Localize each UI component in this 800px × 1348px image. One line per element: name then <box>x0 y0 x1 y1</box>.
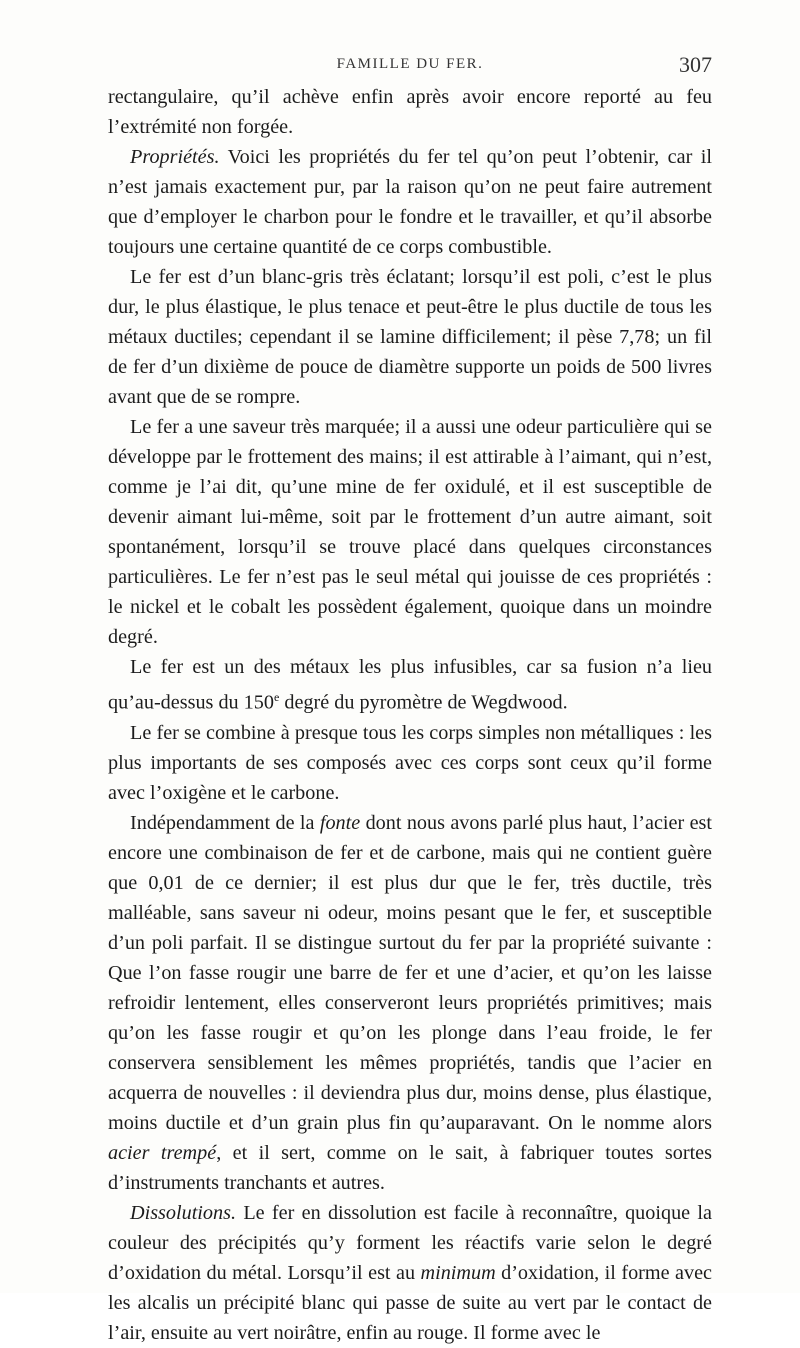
paragraph-magnetism <box>108 412 712 652</box>
paragraph-text: dont nous avons parlé plus haut, l’acier est encore une combinaison de fer et de carbone, mais qui ne contient guère que 0,01 de ce dernier; il est plus dur que le fer, très ductile, très malléable, sans saveur ni odeur, moins pesant que le fer, et susceptible d’un poli parfait. Il se distingue surtout du fer par la propriété suivante : Que l’on fasse rougir une barre de fer et une d’acier, et qu’on les laisse refroidir lentement, elles conserveront leurs propriétés primitives; mais qu’on les fasse rougir et qu’on les plonge dans l’eau froide, le fer conservera sensiblement les mêmes propriétés, tandis que l’acier en acquerra de nouvelles : il deviendra plus dur, moins dense, plus élastique, moins ductile et d’un grain plus fin qu’auparavant. On le nomme alors <box>108 811 712 1134</box>
paragraph-acier <box>108 808 712 1198</box>
paragraph-physical-properties <box>108 262 712 412</box>
italic-term-minimum: minimum <box>420 1261 496 1284</box>
paragraph-text: Indépendamment de la <box>130 811 320 834</box>
paragraph-proprietes <box>108 142 712 262</box>
paragraph-dissolutions <box>108 1198 712 1348</box>
body-text <box>108 82 712 1348</box>
paragraph-continuation <box>108 82 712 142</box>
paragraph-text: Le fer est d’un blanc-gris très éclatant; lorsqu’il est poli, c’est le plus dur, le plus élastique, le plus tenace et peut-être le plus ductile de tous les métaux ductiles; cependant il se lamine difficilement; il pèse 7,78; un fil de fer d’un dixième de pouce de diamètre supporte un poids de 500 livres avant que de se rompre. <box>108 266 712 408</box>
page-number: 307 <box>679 52 712 77</box>
running-title: FAMILLE DU FER. <box>336 56 484 72</box>
paragraph-text: d’oxidation, il forme avec les alcalis un précipité blanc qui passe de suite au vert par le contact de l’air, ensuite au vert noirâtre, enfin au rouge. Il forme avec le <box>108 1261 712 1344</box>
italic-term-fonte: fonte <box>319 811 361 834</box>
paragraph-text: rectangulaire, qu’il achève enfin après avoir encore reporté au feu l’extrémité non forgée. <box>108 86 712 138</box>
italic-term-acier-trempe: acier trempé <box>108 1141 217 1164</box>
section-lead-dissolutions: Dissolutions. <box>130 1201 237 1224</box>
superscript: e <box>273 690 280 704</box>
paragraph-text: Le fer a une saveur très marquée; il a aussi une odeur particulière qui se développe par le frottement des mains; il est attirable à l’aimant, qui n’est, comme je l’ai dit, qu’une mine de fer oxidulé, et il est susceptible de devenir aimant lui-même, soit par le frottement d’un autre aimant, soit spontanément, lorsqu’il se trouve placé dans quelques circonstances particulières. Le fer n’est pas le seul métal qui jouisse de ces propriétés : le nickel et le cobalt les possèdent également, quoique dans un moindre degré. <box>108 416 712 648</box>
paragraph-text: Le fer est un des métaux les plus infusibles, car sa fusion n’a lieu qu’au-dessus du 150 <box>108 656 712 714</box>
paragraph-text: Voici les propriétés du fer tel qu’on peut l’obtenir, car il n’est jamais exactement pur, par la raison qu’on ne peut faire autrement que d’employer le charbon pour le fondre et le travailler, et qu’il absorbe toujours une certaine quantité de ce corps combustible. <box>108 146 712 258</box>
section-lead-proprietes: Propriétés. <box>130 146 220 168</box>
paragraph-fusion <box>108 652 712 718</box>
paragraph-text: Le fer en dissolution est facile à reconnaître, quoique la couleur des précipités qu’y forment les réactifs varie selon le degré d’oxidation du métal. Lorsqu’il est au <box>108 1201 712 1284</box>
paragraph-text: , et il sert, comme on le sait, à fabriquer toutes sortes d’instruments tranchants et autres. <box>108 1141 712 1194</box>
paragraph-text: degré du pyromètre de Wegdwood. <box>279 691 568 714</box>
paragraph-combinations <box>108 718 712 808</box>
running-head <box>108 52 712 82</box>
paragraph-text: Le fer se combine à presque tous les corps simples non métalliques : les plus importants de ses composés avec ces corps sont ceux qu’il forme avec l’oxigène et le carbone. <box>108 721 712 804</box>
